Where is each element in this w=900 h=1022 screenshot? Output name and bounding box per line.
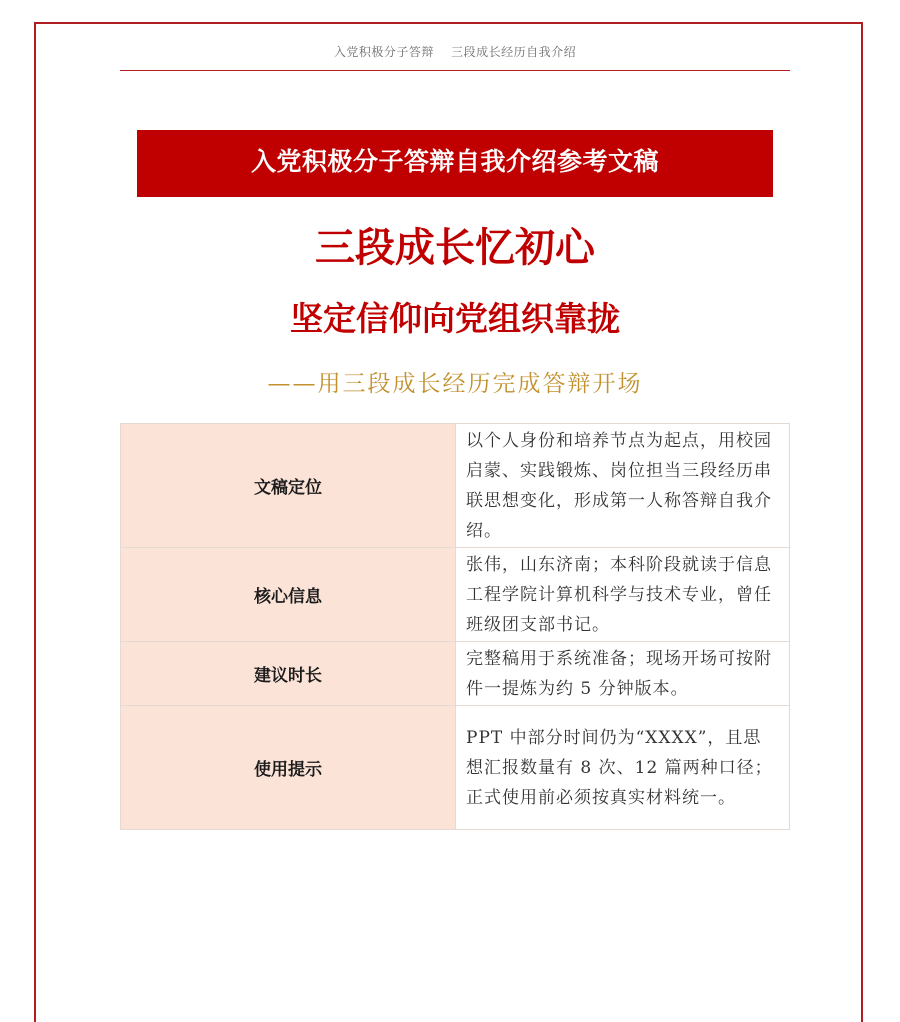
table-row [121,548,790,642]
banner-title: 入党积极分子答辩自我介绍参考文稿 [137,130,773,197]
row-value: 张伟，山东济南；本科阶段就读于信息工程学院计算机科学与技术专业，曾任班级团支部书记。 [456,548,790,642]
row-value: 以个人身份和培养节点为起点，用校园启蒙、实践锻炼、岗位担当三段经历串联思想变化，形成第一人称答辩自我介绍。 [456,424,790,548]
row-label: 使用提示 [121,706,456,830]
table-row [121,706,790,830]
secondary-title: 坚定信仰向党组织靠拢 [290,299,620,338]
table-row [121,424,790,548]
running-header: 入党积极分子答辩 三段成长经历自我介绍 [120,42,790,71]
row-value: 完整稿用于系统准备；现场开场可按附件一提炼为约 5 分钟版本。 [456,642,790,706]
row-label: 文稿定位 [121,424,456,548]
row-label: 建议时长 [121,642,456,706]
row-value: PPT 中部分时间仍为“XXXX”，且思想汇报数量有 8 次、12 篇两种口径；正式使用前必须按真实材料统一。 [456,706,790,830]
row-label: 核心信息 [121,548,456,642]
info-table [120,423,790,830]
main-title: 三段成长忆初心 [315,225,595,271]
subtitle: ——用三段成长经历完成答辩开场 [267,371,643,397]
table-row [121,642,790,706]
